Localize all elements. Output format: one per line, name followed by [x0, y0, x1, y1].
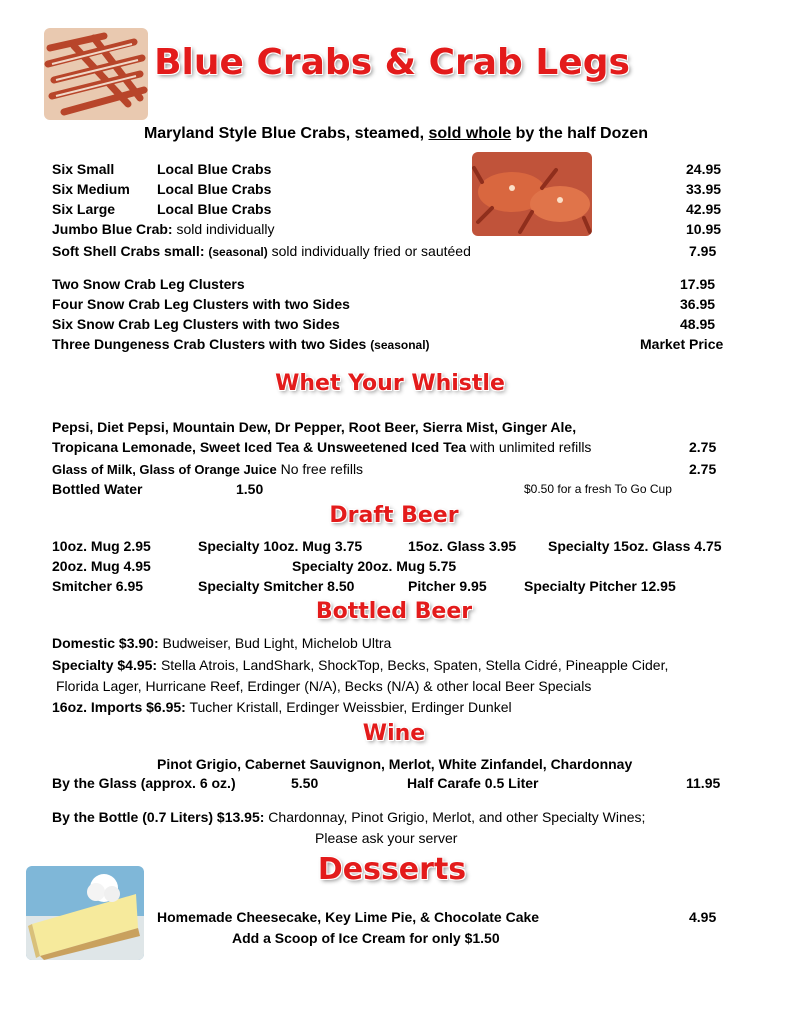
wine-glass-price: 5.50 — [291, 775, 319, 791]
soft-shell-note: (seasonal) — [208, 245, 268, 259]
desserts-heading: Desserts — [317, 852, 467, 887]
dungeness-name: Three Dungeness Crab Clusters with two Sides — [52, 336, 371, 352]
dessert-price: 4.95 — [689, 909, 717, 925]
soda-list: Pepsi, Diet Pepsi, Mountain Dew, Dr Pepper, Root Beer, Sierra Mist, Ginger Ale, — [52, 419, 577, 435]
key-lime-pie-image — [26, 866, 144, 960]
imports-list: Tucher Kristall, Erdinger Weissbier, Erdinger Dunkel — [185, 699, 512, 715]
blue-crab-image — [472, 152, 592, 236]
wine-glass: By the Glass (approx. 6 oz.) — [52, 775, 236, 791]
milk-line — [52, 460, 363, 479]
dungeness-line — [52, 335, 430, 354]
water-name: Bottled Water — [52, 481, 143, 497]
draft-item: 15oz. Glass 3.95 — [408, 538, 517, 554]
imports-label: 16oz. Imports $6.95: — [52, 699, 186, 715]
domestic-line — [52, 634, 391, 652]
jumbo-crab-price: 10.95 — [686, 221, 722, 237]
wine-heading: Wine — [362, 721, 426, 746]
wine-varieties: Pinot Grigio, Cabernet Sauvignon, Merlot, White Zinfandel, Chardonnay — [157, 756, 633, 772]
crab-leg-name: Four Snow Crab Leg Clusters with two Sides — [52, 296, 350, 312]
page-title: Blue Crabs & Crab Legs — [154, 42, 630, 83]
draft-item: Specialty Pitcher 12.95 — [524, 578, 676, 594]
ask-server-note: Please ask your server — [315, 830, 458, 846]
crab-item-desc: Local Blue Crabs — [157, 161, 272, 177]
crab-leg-price: 17.95 — [680, 276, 716, 292]
draft-item: Pitcher 9.95 — [408, 578, 487, 594]
dungeness-note: (seasonal) — [370, 338, 430, 352]
jumbo-crab-line — [52, 220, 275, 238]
domestic-label: Domestic $3.90: — [52, 635, 159, 651]
crab-item-name: Six Medium — [52, 181, 130, 197]
crab-item-name: Six Large — [52, 201, 116, 217]
crab-item-price: 42.95 — [686, 201, 722, 217]
draft-item: Specialty 20oz. Mug 5.75 — [292, 558, 457, 574]
crab-item-desc: Local Blue Crabs — [157, 181, 272, 197]
draft-item: 10oz. Mug 2.95 — [52, 538, 151, 554]
wine-carafe: Half Carafe 0.5 Liter — [407, 775, 539, 791]
crab-item-name: Six Small — [52, 161, 115, 177]
wine-bottle-list: Chardonnay, Pinot Grigio, Merlot, and other Specialty Wines; — [264, 809, 646, 825]
tea-list: Tropicana Lemonade, Sweet Iced Tea & Unsweetened Iced Tea — [52, 439, 467, 455]
soft-shell-desc: sold individually fried or sautéed — [267, 243, 471, 259]
wine-bottle-line — [52, 808, 645, 826]
no-refill-note: No free refills — [276, 461, 364, 477]
crab-intro-c: by the half Dozen — [511, 125, 649, 142]
crab-leg-name: Six Snow Crab Leg Clusters with two Sides — [52, 316, 340, 332]
milk-list: Glass of Milk, Glass of Orange Juice — [52, 462, 277, 477]
jumbo-crab-name: Jumbo Blue Crab: — [52, 221, 173, 237]
refill-note: with unlimited refills — [466, 439, 592, 455]
draft-item: Specialty 15oz. Glass 4.75 — [548, 538, 722, 554]
crab-intro-a: Maryland Style Blue Crabs, steamed, — [143, 125, 429, 142]
soft-shell-price: 7.95 — [689, 243, 717, 259]
tea-line — [52, 438, 591, 456]
milk-price: 2.75 — [689, 461, 717, 477]
water-price: 1.50 — [236, 481, 264, 497]
jumbo-crab-desc: sold individually — [172, 221, 275, 237]
dessert-items: Homemade Cheesecake, Key Lime Pie, & Chocolate Cake — [157, 909, 540, 925]
draft-heading: Draft Beer — [329, 503, 459, 528]
soft-shell-name: Soft Shell Crabs small: — [52, 243, 209, 259]
specialty-list-cont: Florida Lager, Hurricane Reef, Erdinger (N/A), Becks (N/A) & other local Beer Specials — [56, 678, 592, 694]
soda-price: 2.75 — [689, 439, 717, 455]
ice-cream-addon: Add a Scoop of Ice Cream for only $1.50 — [232, 930, 500, 946]
draft-item: Smitcher 6.95 — [52, 578, 144, 594]
specialty-label: Specialty $4.95: — [52, 657, 158, 673]
wine-bottle-label: By the Bottle (0.7 Liters) $13.95: — [52, 809, 265, 825]
crab-item-price: 33.95 — [686, 181, 722, 197]
dungeness-price: Market Price — [640, 336, 724, 352]
crab-item-desc: Local Blue Crabs — [157, 201, 272, 217]
crab-leg-price: 36.95 — [680, 296, 716, 312]
bottled-heading: Bottled Beer — [315, 599, 473, 624]
crab-intro-b: sold whole — [428, 125, 512, 142]
soft-shell-line — [52, 242, 471, 261]
specialty-list: Stella Atrois, LandShark, ShockTop, Becks, Spaten, Stella Cidré, Pineapple Cider, — [157, 657, 669, 673]
crab-intro — [0, 125, 792, 143]
draft-item: 20oz. Mug 4.95 — [52, 558, 151, 574]
specialty-line — [52, 656, 668, 674]
draft-item: Specialty Smitcher 8.50 — [198, 578, 355, 594]
crab-leg-name: Two Snow Crab Leg Clusters — [52, 276, 245, 292]
imports-line — [52, 698, 512, 716]
draft-item: Specialty 10oz. Mug 3.75 — [198, 538, 363, 554]
to-go-cup-note: $0.50 for a fresh To Go Cup — [524, 482, 672, 496]
whistle-heading: Whet Your Whistle — [275, 371, 505, 396]
domestic-list: Budweiser, Bud Light, Michelob Ultra — [158, 635, 392, 651]
wine-carafe-price: 11.95 — [686, 775, 721, 791]
crab-item-price: 24.95 — [686, 161, 722, 177]
crab-leg-price: 48.95 — [680, 316, 716, 332]
